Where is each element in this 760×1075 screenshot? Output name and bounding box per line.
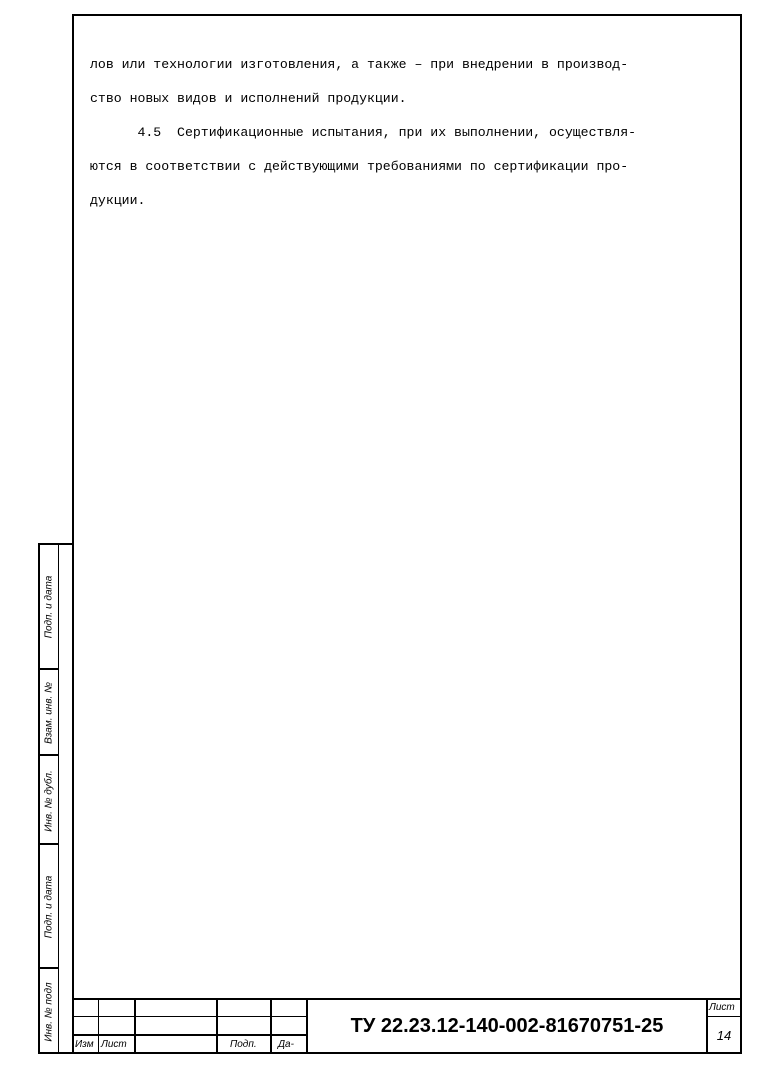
- side-label-podp-data-bottom: Подп. и дата: [43, 875, 55, 939]
- document-body: [90, 48, 730, 218]
- text-line: 4.5 Сертификационные испытания, при их выполнении, осуществля-: [90, 125, 637, 140]
- text-line: ство новых видов и исполнений продукции.: [90, 91, 407, 106]
- text-line: ются в соответствии с действующими требованиями по сертификации про-: [90, 159, 629, 174]
- side-label-inv-podl: Инв. № подл: [43, 982, 55, 1042]
- sheet-number: 14: [716, 1027, 732, 1043]
- stamp-line: [134, 998, 136, 1054]
- document-code: ТУ 22.23.12-140-002-81670751-25: [350, 1014, 664, 1037]
- side-label-podp-data-top: Подп. и дата: [43, 575, 55, 639]
- sheet-label: Лист: [709, 1002, 735, 1013]
- stamp-label-list: Лист: [101, 1039, 127, 1050]
- side-divider: [58, 545, 59, 1052]
- text-line: дукции.: [90, 193, 146, 208]
- stamp-label-podp: Подп.: [230, 1039, 257, 1050]
- stamp-line: [72, 1016, 308, 1017]
- text-line: лов или технологии изготовления, а также – при внедрении в производ-: [90, 57, 629, 72]
- stamp-line: [270, 998, 272, 1054]
- stamp-label-data: Да-: [278, 1039, 294, 1050]
- stamp-label-izm: Изм: [75, 1039, 94, 1050]
- stamp-line: [98, 998, 99, 1054]
- stamp-line: [72, 1034, 308, 1036]
- side-stamp: [38, 543, 72, 1054]
- side-label-inv-dubl: Инв. № дубл.: [43, 770, 55, 832]
- stamp-line: [216, 998, 218, 1054]
- title-block: [72, 998, 742, 1054]
- side-label-vzam-inv: Взам. инв. №: [43, 682, 55, 744]
